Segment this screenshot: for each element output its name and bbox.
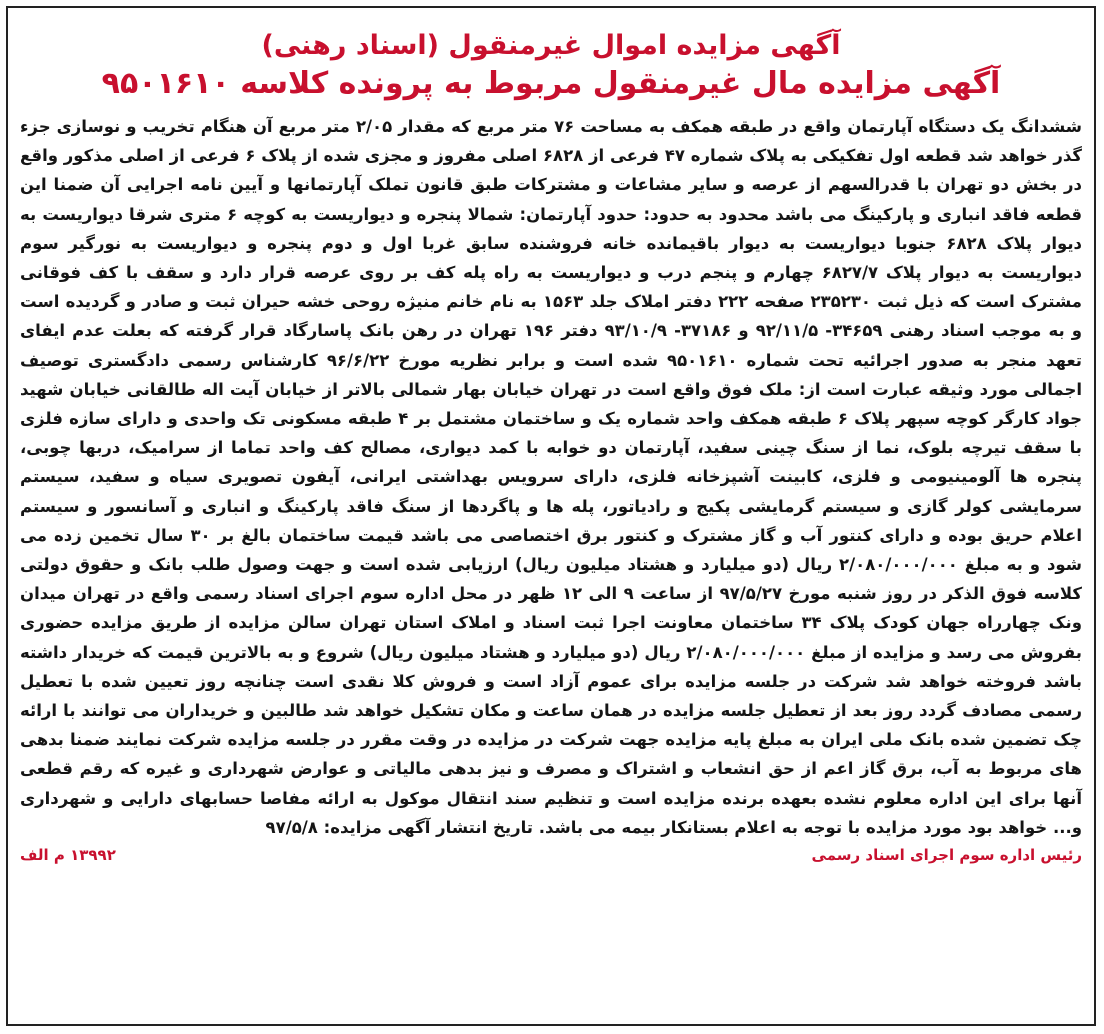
notice-subtitle: آگهی مزایده مال غیرمنقول مربوط به پرونده کلاسه ۹۵۰۱۶۱۰: [101, 66, 1001, 101]
reference-code: ۱۳۹۹۲ م الف: [20, 846, 116, 865]
notice-footer: [20, 844, 1082, 866]
auction-notice: [6, 6, 1096, 1026]
notice-title: آگهی مزایده اموال غیرمنقول (اسناد رهنی): [261, 30, 841, 61]
signature-line: رئیس اداره سوم اجرای اسناد رسمی: [811, 846, 1082, 865]
notice-body: ششدانگ یک دستگاه آپارتمان واقع در طبقه همکف به مساحت ۷۶ متر مربع که مقدار ۲/۰۵ متر مربع آن هنگام تخریب و نوسازی جزء گذر خواهد شد قطعه اول تفکیکی به پلاک شماره ۴۷ فرعی از ۶۸۲۸ اصلی مفروز و مجزی شده از پلاک ۶ فرعی از اصلی مذکور واقع در بخش دو تهران با قدرالسهم از عرصه و سایر مشاعات و مشترکات طبق قانون تملک آپارتمانها و آیین نامه اجرایی آن ضمنا این قطعه فاقد انباری و پارکینگ می باشد محدود به حدود: حدود آپارتمان: شمالا پنجره و دیواریست به کوچه ۶ متری شرقا دیواریست به دیوار پلاک ۶۸۲۸ جنوبا دیواریست به دیوار باقیمانده خانه فروشنده سابق غربا اول و دوم پنجره و دیواریست به نورگیر سوم دیواریست به دیوار پلاک ۶۸۲۷/۷ چهارم و پنجم درب و دیواریست به راه پله کف بر روی عرصه قرار دارد و سقف با کف فوقانی مشترک است که ذیل ثبت ۲۳۵۲۳۰ صفحه ۲۲۲ دفتر املاک جلد ۱۵۶۳ به نام خانم منیژه روحی خشه حیران ثبت و صادر و گردیده است و به موجب اسناد رهنی ۳۴۶۵۹- ۹۲/۱۱/۵ و ۳۷۱۸۶- ۹۳/۱۰/۹ دفتر ۱۹۶ تهران در رهن بانک پاسارگاد قرار گرفته که بعلت عدم ایفای تعهد منجر به صدور اجرائیه تحت شماره ۹۵۰۱۶۱۰ شده است و برابر نظریه مورخ ۹۶/۶/۲۲ کارشناس رسمی دادگستری توصیف اجمالی مورد وثیقه عبارت است از: ملک فوق واقع است در تهران خیابان بهار شمالی بالاتر از خیابان آیت اله طالقانی خیابان شهید جواد کارگر کوچه سپهر پلاک ۶ طبقه همکف واحد شماره یک و ساختمان مشتمل بر ۴ طبقه مسکونی تک واحدی و دارای سازه فلزی با سقف تیرچه بلوک، نما از سنگ چینی سفید، آپارتمان دو خوابه با کمد دیواری، مصالح کف واحد تماما از سرامیک، دربها چوبی، پنجره ها آلومینیومی و فلزی، کابینت آشپزخانه فلزی، دارای سرویس بهداشتی ایرانی، آیفون تصویری سیاه و سفید، سیستم سرمایشی کولر گازی و سیستم گرمایشی پکیج و رادیاتور، پله ها و پاگردها از سنگ فاقد پارکینگ و انباری و آسانسور و سیستم اعلام حریق بوده و دارای کنتور آب و گاز مشترک و کنتور برق اختصاصی می باشد قیمت ساختمان بالغ بر ۳۰ سال تخمین زده می شود و به مبلغ ۲/۰۸۰/۰۰۰/۰۰۰ ریال (دو میلیارد و هشتاد میلیون ریال) ارزیابی شده است و جهت وصول طلب بانک و حقوق دولتی کلاسه فوق الذکر در روز شنبه مورخ ۹۷/۵/۲۷ از ساعت ۹ الی ۱۲ ظهر در محل اداره سوم اجرای اسناد رسمی واقع در تهران میدان ونک چهارراه جهان کودک پلاک ۳۴ ساختمان معاونت اجرا ثبت اسناد و املاک استان تهران سالن مزایده از طریق مزایده حضوری بفروش می رسد و مزایده از مبلغ ۲/۰۸۰/۰۰۰/۰۰۰ ریال (دو میلیارد و هشتاد میلیون ریال) شروع و به بالاترین قیمت که خریدار داشته باشد فروخته خواهد شد شرکت در جلسه مزایده برای عموم آزاد است و فروش کلا نقدی است چنانچه روز تعیین شده با تعطیل رسمی مصادف گردد روز بعد از تعطیل جلسه مزایده در همان ساعت و مکان تشکیل خواهد شد طالبین و خریداران می توانند با ارائه چک تضمین شده بانک ملی ایران به مبلغ پایه مزایده جهت شرکت در مزایده در وقت مقرر در جلسه مزایده شرکت نمایند ضمنا بدهی های مربوط به آب، برق گاز اعم از حق انشعاب و اشتراک و مصرف و نیز بدهی مالیاتی و عوارض شهرداری و غیره که رقم قطعی آنها برای این اداره معلوم نشده بعهده برنده مزایده است و تنظیم سند انتقال موکول به ارائه مفاصا حسابهای دارایی و شهرداری و... خواهد بود مورد مزایده با توجه به اعلام بستانکار بیمه می باشد. تاریخ انتشار آگهی مزایده: ۹۷/۵/۸: [20, 117, 1083, 837]
